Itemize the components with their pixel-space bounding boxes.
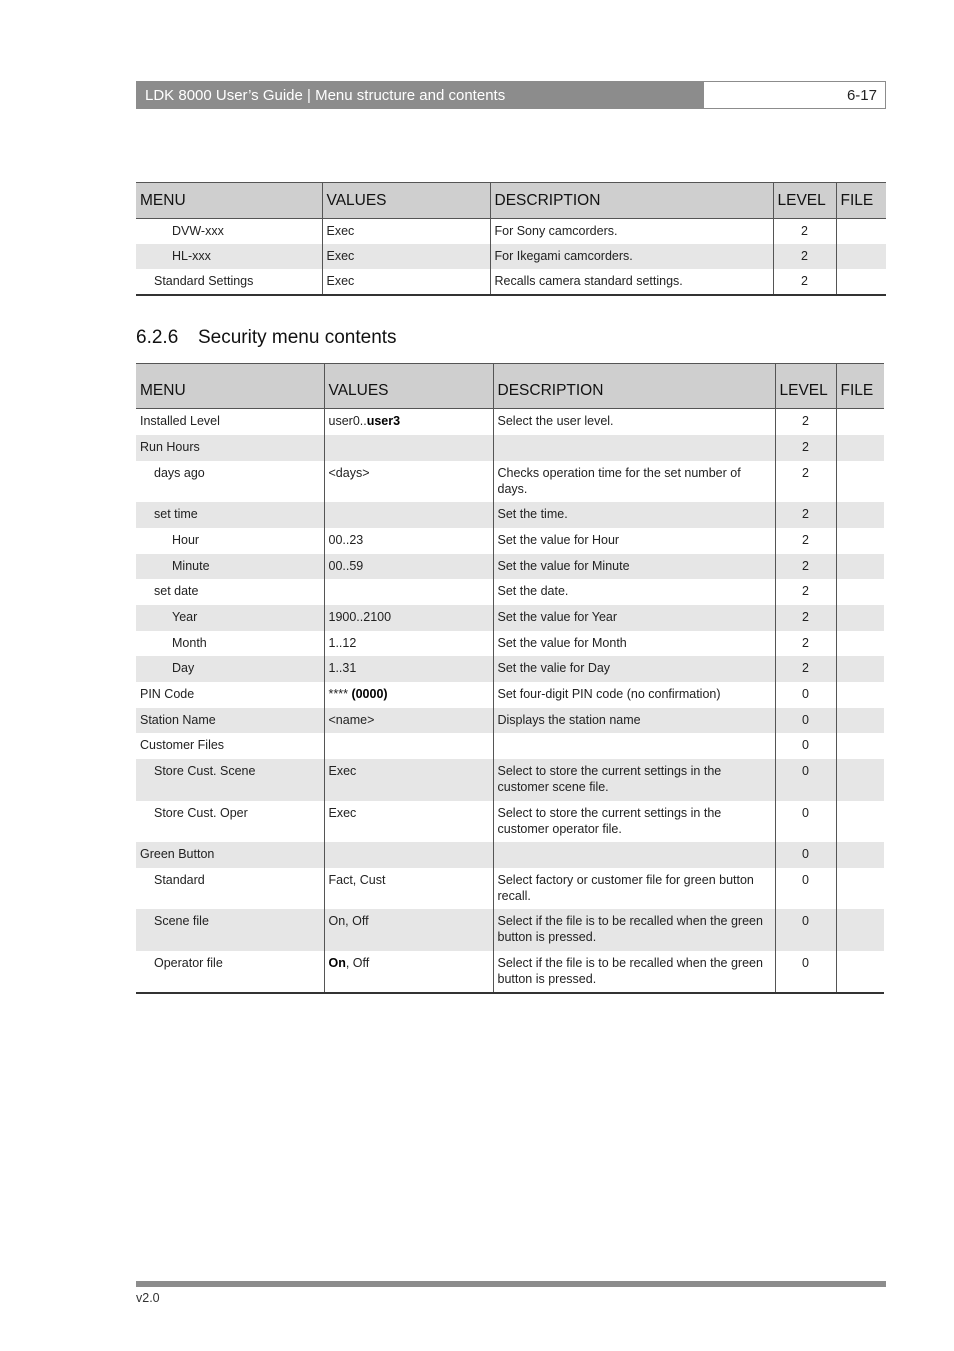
values-cell: Exec	[322, 219, 490, 244]
file-cell	[836, 909, 884, 951]
table-row	[136, 951, 884, 993]
table-row	[136, 759, 884, 801]
file-cell	[836, 656, 884, 682]
description-cell: For Ikegami camcorders.	[490, 244, 773, 269]
file-cell	[836, 219, 886, 244]
file-cell	[836, 461, 884, 502]
level-cell: 2	[775, 502, 836, 528]
table-row	[136, 631, 884, 656]
file-cell	[836, 579, 884, 605]
description-cell: Set the valie for Day	[493, 656, 775, 682]
values-cell: <days>	[324, 461, 493, 502]
values-cell	[324, 435, 493, 461]
col-menu-header: MENU	[136, 183, 322, 219]
section-heading	[136, 327, 397, 349]
col-level-header: LEVEL	[773, 183, 836, 219]
menu-cell: DVW-xxx	[172, 224, 224, 238]
file-cell	[836, 605, 884, 631]
values-cell: 00..59	[324, 554, 493, 579]
menu-cell: Month	[172, 635, 207, 650]
file-cell	[836, 759, 884, 801]
description-cell: Checks operation time for the set number of days.	[493, 461, 775, 502]
description-cell: Recalls camera standard settings.	[490, 269, 773, 295]
values-cell: Exec	[324, 801, 493, 842]
menu-cell: Minute	[136, 554, 324, 579]
file-cell	[836, 269, 886, 295]
description-cell	[493, 842, 775, 868]
menu-table-continued	[136, 182, 886, 296]
table-row	[136, 682, 884, 708]
description-cell: Set the value for Month	[493, 631, 775, 656]
description-cell: Set the value for Year	[493, 605, 775, 631]
page-header	[136, 81, 886, 109]
values-cell: 1900..2100	[324, 605, 493, 631]
table-row	[136, 435, 884, 461]
table-row	[136, 579, 884, 605]
col-file-header: FILE	[836, 183, 886, 219]
file-cell	[836, 528, 884, 554]
table-header-row	[136, 183, 886, 219]
table-row	[136, 801, 884, 842]
menu-cell: Store Cust. Scene	[136, 759, 324, 801]
footer-divider	[136, 1281, 886, 1287]
table-row	[136, 554, 884, 579]
table-row	[136, 219, 886, 244]
level-cell: 2	[775, 579, 836, 605]
table-row	[136, 528, 884, 554]
menu-cell: Run Hours	[136, 435, 324, 461]
menu-cell: days ago	[154, 465, 205, 480]
level-cell: 2	[775, 461, 836, 502]
section-number: 6.2.6	[136, 327, 179, 348]
menu-cell: Installed Level	[140, 414, 220, 428]
values-cell: 1..31	[324, 656, 493, 682]
description-cell: Set the date.	[493, 579, 775, 605]
level-cell: 0	[775, 682, 836, 708]
values-cell	[324, 842, 493, 868]
description-cell: Select factory or customer file for green button recall.	[493, 868, 775, 909]
file-cell	[836, 409, 884, 435]
description-cell: Set four-digit PIN code (no confirmation)	[493, 682, 775, 708]
file-cell	[836, 951, 884, 993]
section-title: Security menu contents	[198, 327, 397, 348]
col-file-header: FILE	[836, 364, 884, 409]
description-cell: Set the value for Hour	[493, 528, 775, 554]
values-text: user0..	[328, 414, 367, 428]
table-row	[136, 708, 884, 733]
file-cell	[836, 842, 884, 868]
menu-cell: HL-xxx	[136, 244, 322, 269]
menu-cell: Day	[136, 656, 324, 682]
table-row	[136, 656, 884, 682]
level-cell: 2	[775, 631, 836, 656]
values-cell: Exec	[322, 244, 490, 269]
col-description-header: DESCRIPTION	[490, 183, 773, 219]
level-cell: 0	[775, 801, 836, 842]
values-default: On	[328, 955, 346, 970]
values-cell	[324, 682, 493, 708]
description-cell: Select if the file is to be recalled when the green button is pressed.	[493, 951, 775, 993]
col-description-header: DESCRIPTION	[493, 364, 775, 409]
level-cell: 2	[775, 554, 836, 579]
col-values-header: VALUES	[322, 183, 490, 219]
values-text: ****	[328, 686, 352, 701]
menu-cell: Station Name	[136, 708, 324, 733]
table-row	[136, 605, 884, 631]
values-cell	[324, 733, 493, 759]
table-row	[136, 502, 884, 528]
menu-cell: Standard	[154, 872, 205, 887]
menu-cell: Operator file	[136, 951, 324, 993]
values-cell	[324, 409, 493, 435]
table-row	[136, 868, 884, 909]
table-row	[136, 842, 884, 868]
menu-cell: Store Cust. Oper	[154, 805, 248, 820]
header-title: LDK 8000 User’s Guide | Menu structure and contents	[136, 81, 704, 109]
values-cell: 00..23	[324, 528, 493, 554]
file-cell	[836, 435, 884, 461]
table-row	[136, 733, 884, 759]
values-default: user3	[366, 414, 401, 428]
menu-cell: Customer Files	[140, 737, 225, 752]
file-cell	[836, 682, 884, 708]
level-cell: 2	[775, 656, 836, 682]
values-text: , Off	[345, 955, 370, 970]
level-cell: 2	[775, 435, 836, 461]
description-cell	[493, 435, 775, 461]
document-version: v2.0	[136, 1291, 160, 1305]
level-cell: 0	[775, 759, 836, 801]
level-cell: 0	[775, 842, 836, 868]
file-cell	[836, 554, 884, 579]
file-cell	[836, 631, 884, 656]
description-cell: Select if the file is to be recalled when the green button is pressed.	[493, 909, 775, 951]
description-cell: Select to store the current settings in the customer scene file.	[493, 759, 775, 801]
col-menu-header: MENU	[136, 364, 324, 409]
file-cell	[836, 733, 884, 759]
table-row	[136, 269, 886, 295]
level-cell: 0	[775, 909, 836, 951]
file-cell	[836, 502, 884, 528]
level-cell: 2	[773, 244, 836, 269]
level-cell: 2	[775, 605, 836, 631]
menu-cell: Scene file	[136, 909, 324, 951]
table-row	[136, 909, 884, 951]
menu-cell: Standard Settings	[136, 269, 322, 295]
description-cell: Set the value for Minute	[493, 554, 775, 579]
file-cell	[836, 868, 884, 909]
description-cell: Select the user level.	[493, 409, 775, 435]
values-cell	[324, 951, 493, 993]
file-cell	[836, 708, 884, 733]
level-cell: 0	[775, 708, 836, 733]
level-cell: 2	[775, 409, 836, 435]
table-row	[136, 244, 886, 269]
page-number: 6-17	[704, 81, 886, 109]
menu-cell: PIN Code	[140, 686, 195, 701]
table-header-row	[136, 364, 884, 409]
values-cell: 1..12	[324, 631, 493, 656]
menu-cell: Year	[136, 605, 324, 631]
col-level-header: LEVEL	[775, 364, 836, 409]
values-cell	[324, 502, 493, 528]
table-row	[136, 409, 884, 435]
values-default: (0000)	[351, 686, 388, 701]
level-cell: 2	[773, 269, 836, 295]
level-cell: 0	[775, 951, 836, 993]
description-cell	[493, 733, 775, 759]
menu-cell: set time	[136, 502, 324, 528]
description-cell: Set the time.	[493, 502, 775, 528]
table-row	[136, 461, 884, 502]
values-cell: Exec	[322, 269, 490, 295]
description-cell: Displays the station name	[493, 708, 775, 733]
values-cell: On, Off	[324, 909, 493, 951]
level-cell: 0	[775, 868, 836, 909]
menu-cell: Green Button	[136, 842, 324, 868]
values-cell	[324, 579, 493, 605]
menu-cell: Hour	[172, 532, 200, 547]
values-cell: Fact, Cust	[324, 868, 493, 909]
level-cell: 2	[773, 219, 836, 244]
values-cell: Exec	[324, 759, 493, 801]
security-menu-table	[136, 363, 884, 994]
col-values-header: VALUES	[324, 364, 493, 409]
menu-cell: set date	[154, 583, 199, 598]
file-cell	[836, 244, 886, 269]
description-cell: For Sony camcorders.	[490, 219, 773, 244]
level-cell: 0	[775, 733, 836, 759]
level-cell: 2	[775, 528, 836, 554]
values-cell: <name>	[324, 708, 493, 733]
description-cell: Select to store the current settings in the customer operator file.	[493, 801, 775, 842]
file-cell	[836, 801, 884, 842]
